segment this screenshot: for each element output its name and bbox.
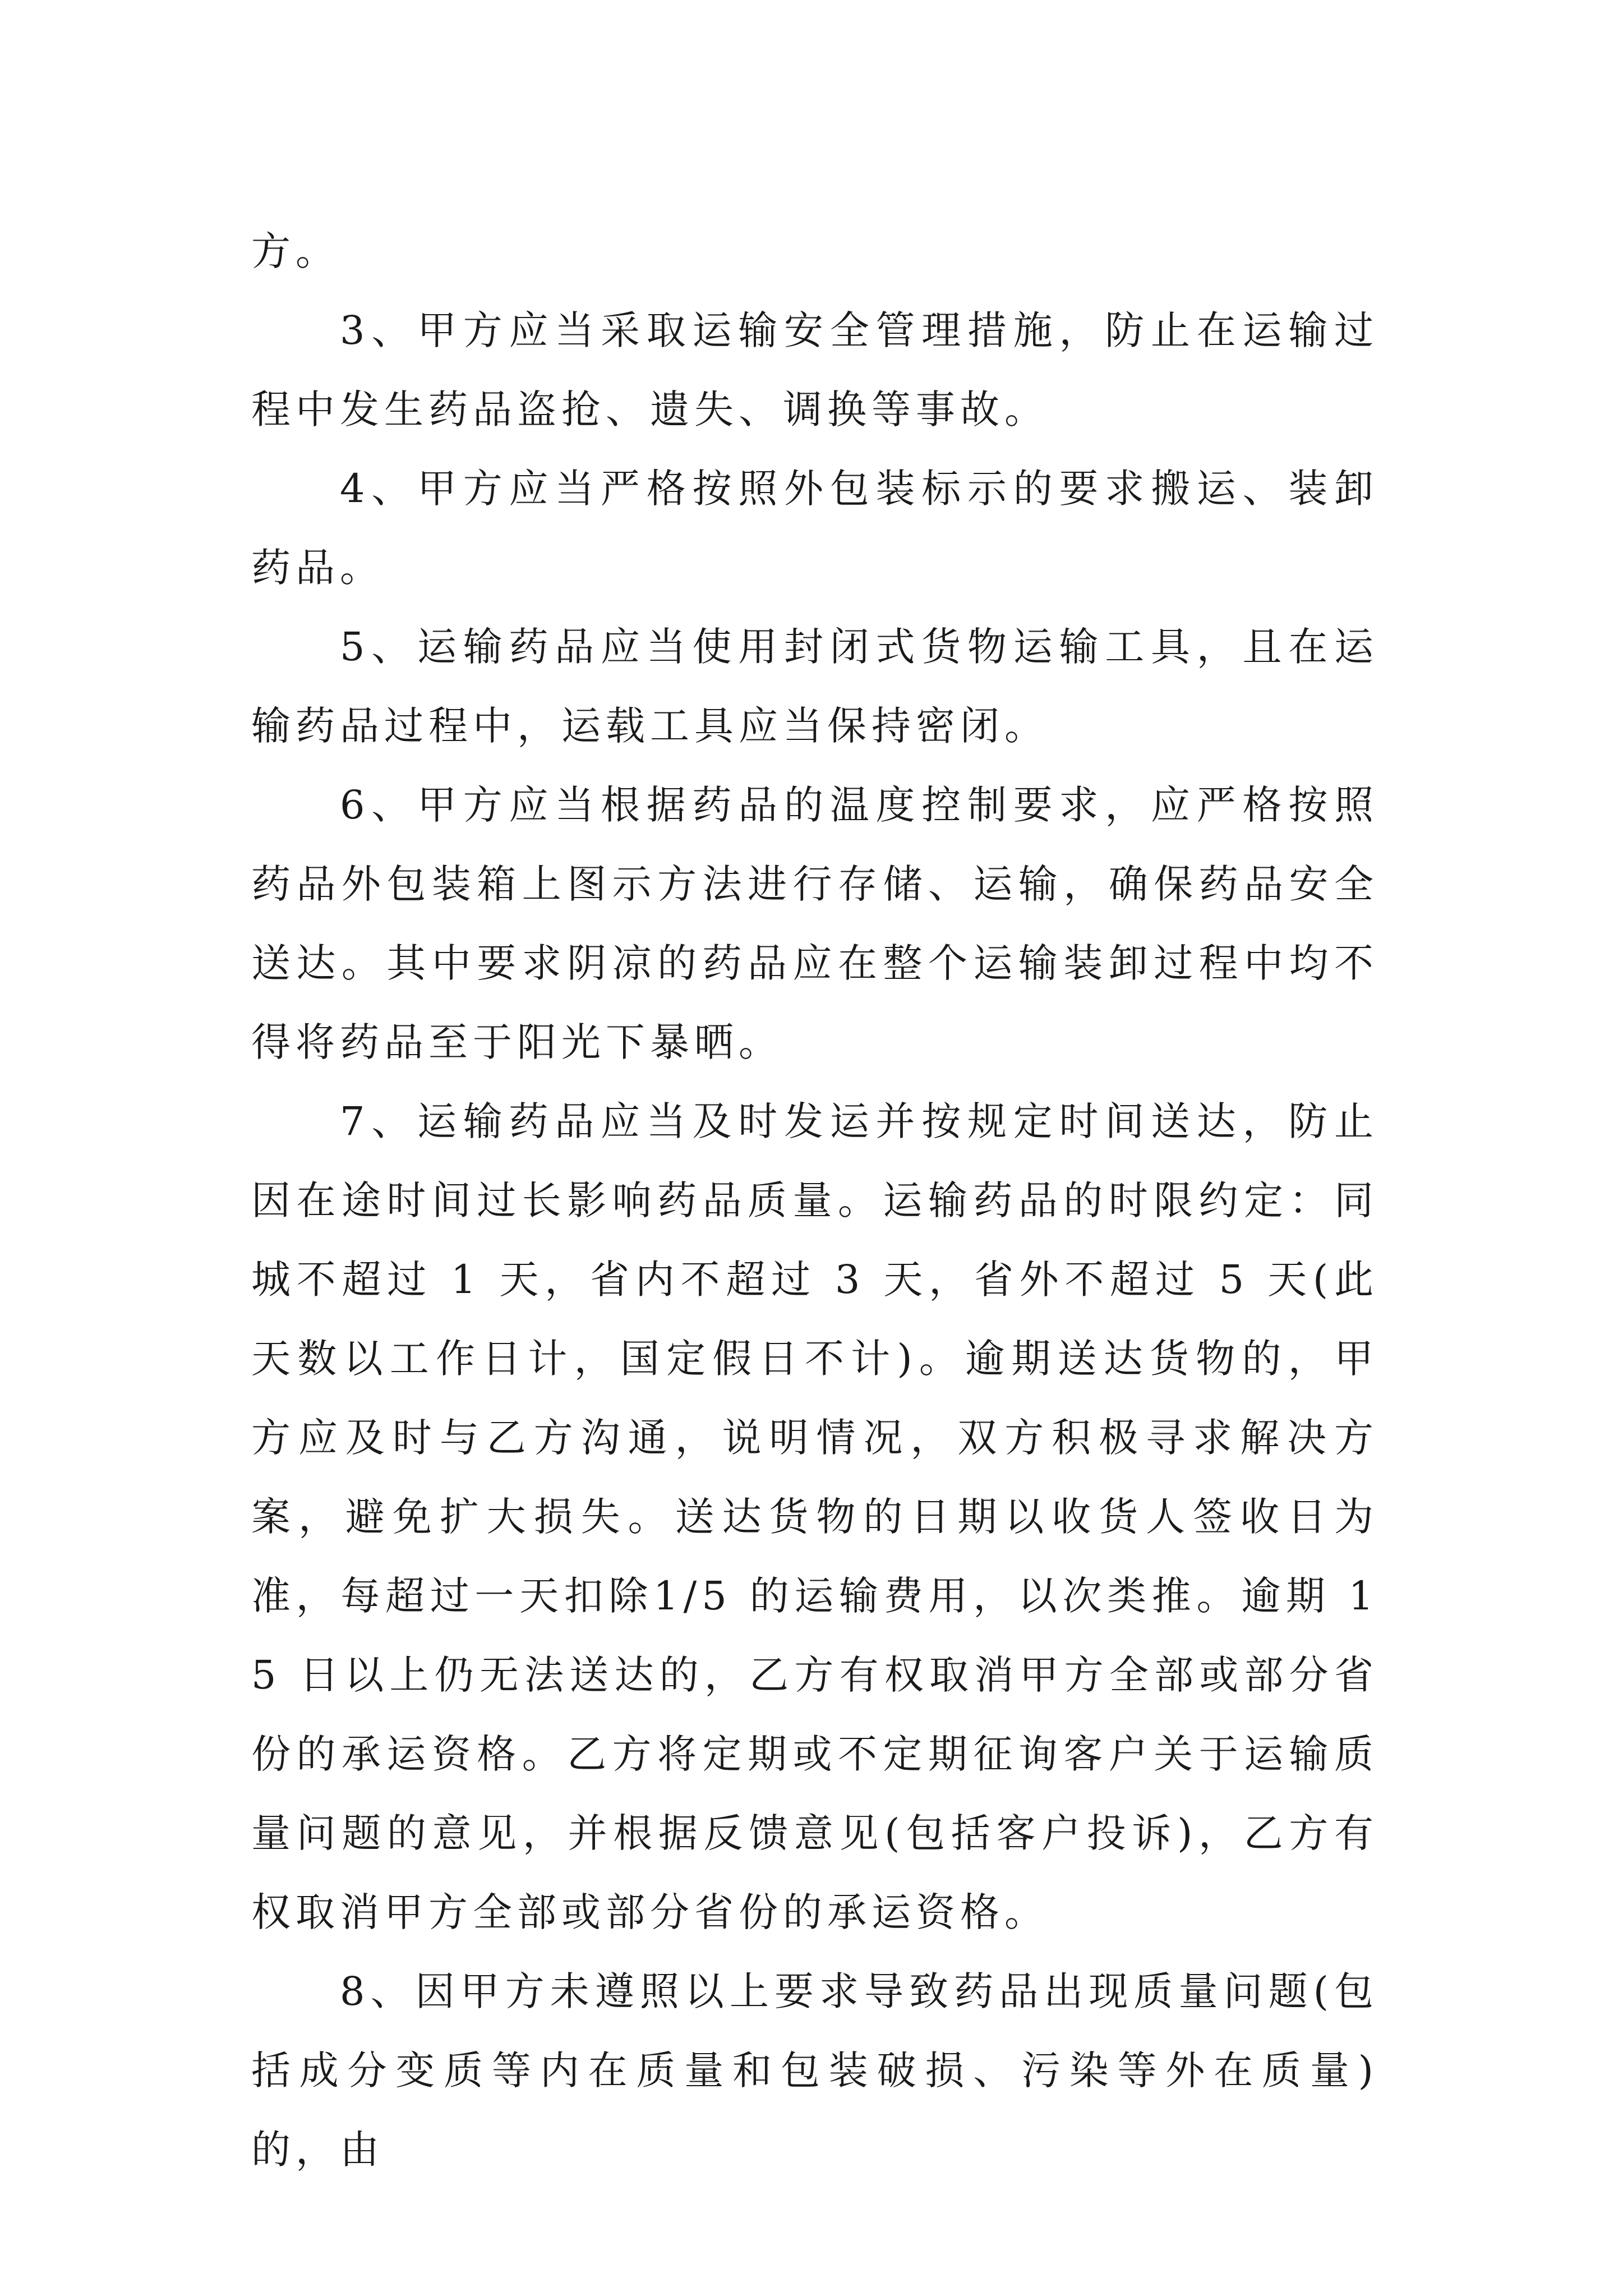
paragraph-clause-3: 3、甲方应当采取运输安全管理措施，防止在运输过程中发生药品盗抢、遗失、调换等事故。	[251, 307, 1378, 432]
paragraph-clause-4: 4、甲方应当严格按照外包装标示的要求搬运、装卸药品。	[251, 466, 1378, 591]
document-body	[251, 212, 1378, 2189]
paragraph-continuation: 方。	[251, 228, 340, 274]
paragraph-clause-6: 6、甲方应当根据药品的温度控制要求，应严格按照药品外包装箱上图示方法进行存储、运输，确保药品安全送达。其中要求阴凉的药品应在整个运输装卸过程中均不得将药品至于阳光下暴晒。	[251, 782, 1378, 1065]
paragraph-clause-5: 5、运输药品应当使用封闭式货物运输工具，且在运输药品过程中，运载工具应当保持密闭。	[251, 624, 1378, 749]
paragraph-clause-7: 7、运输药品应当及时发运并按规定时间送达，防止因在途时间过长影响药品质量。运输药品的时限约定：同城不超过 1 天，省内不超过 3 天，省外不超过 5 天(此天数以工作日计，国定假日不计)。逾期送达货物的，甲方应及时与乙方沟通，说明情况，双方积极寻求解决方案，避免扩大损失。送达货物的日期以收货人签收日为准，每超过一天扣除1/5 的运输费用，以次类推。逾期 15 日以上仍无法送达的，乙方有权取消甲方全部或部分省份的承运资格。乙方将定期或不定期征询客户关于运输质量问题的意见，并根据反馈意见(包括客户投诉)，乙方有权取消甲方全部或部分省份的承运资格。	[251, 1098, 1378, 1935]
paragraph-clause-8: 8、因甲方未遵照以上要求导致药品出现质量问题(包括成分变质等内在质量和包装破损、污染等外在质量)的，由	[251, 1968, 1378, 2173]
